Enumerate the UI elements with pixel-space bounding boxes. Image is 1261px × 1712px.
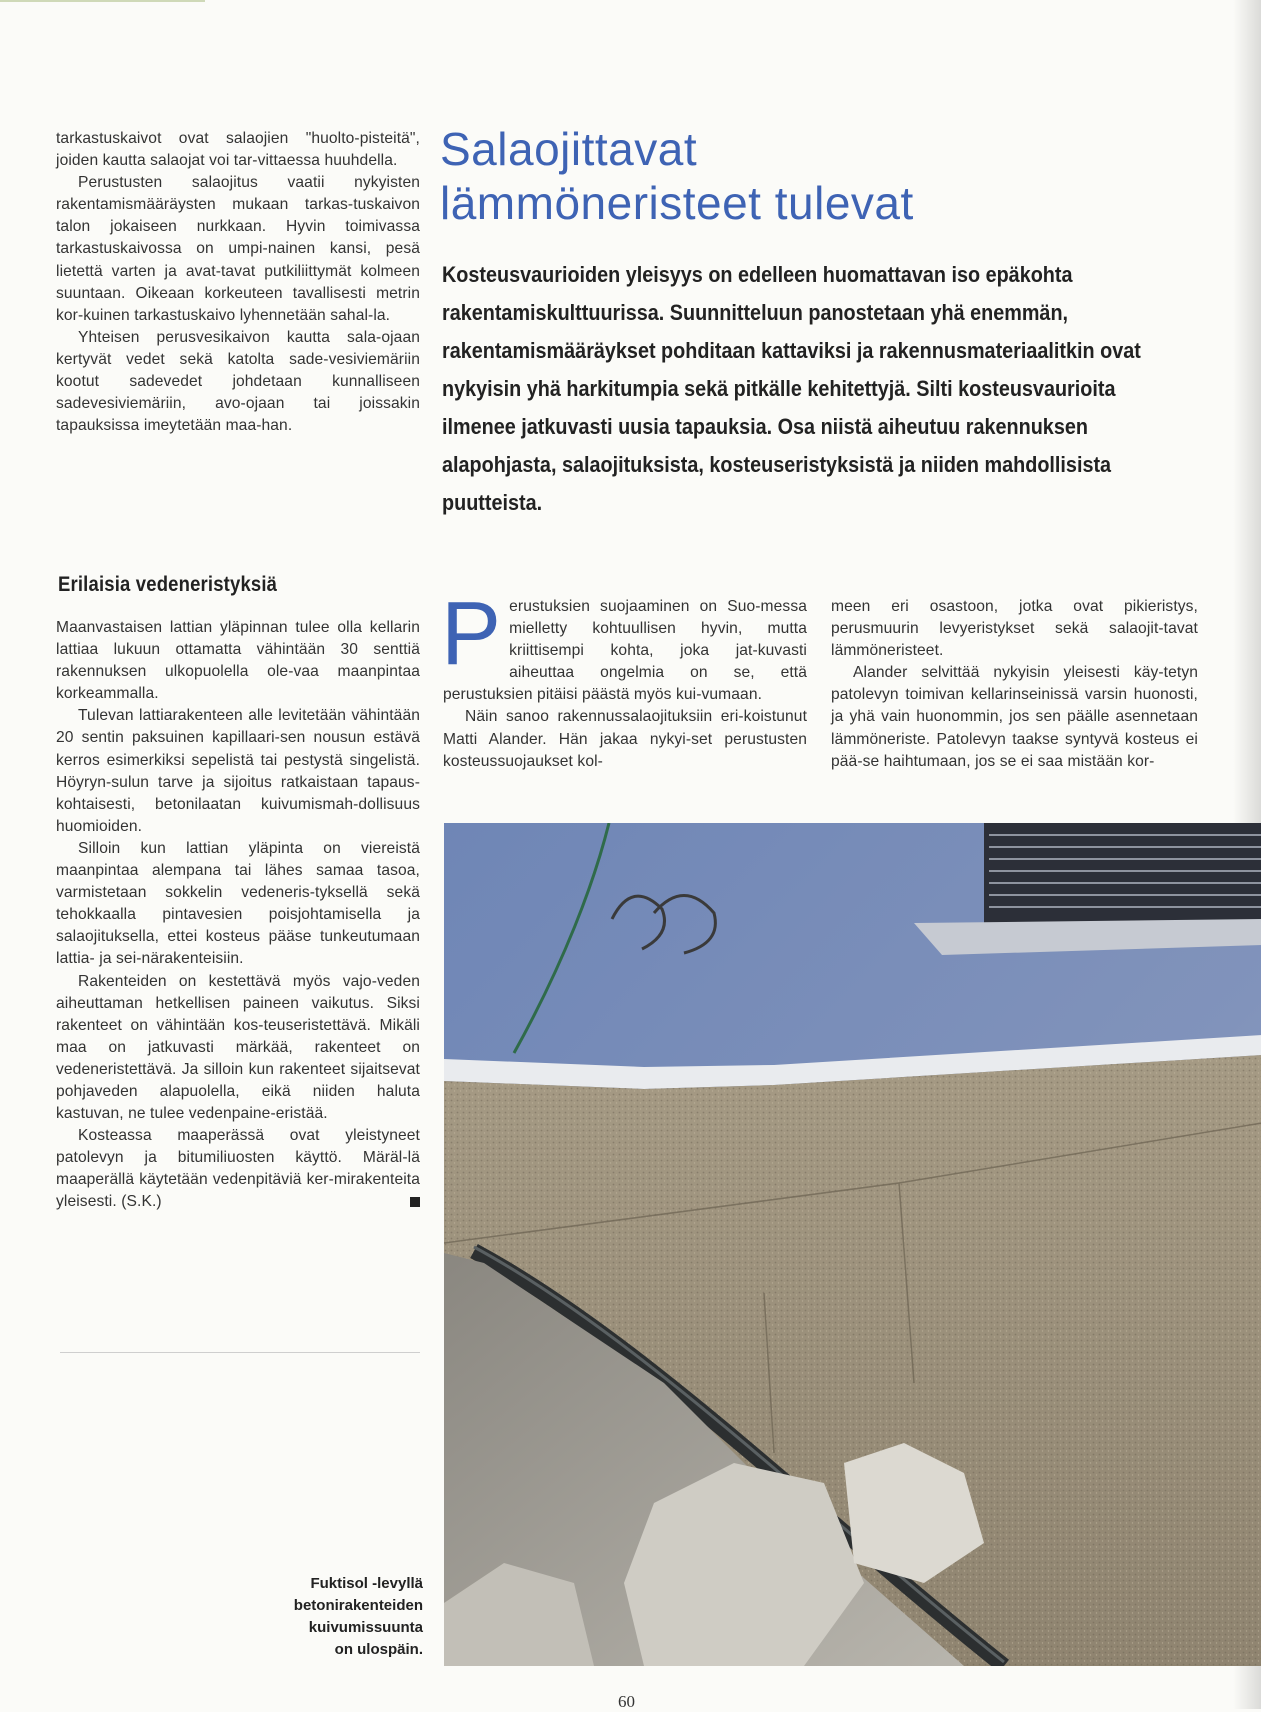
- page-number: 60: [618, 1692, 635, 1711]
- left-section-column: [56, 617, 420, 1214]
- section-paragraph: Maanvastaisen lattian yläpinnan tulee olla kellarin lattiaa lukuun ottamatta vähintään 30 senttiä rakennuksen ulkopuolella ole-vaa maanpintaa korkeammalla.: [56, 619, 420, 703]
- caption-line-4: on ulospäin.: [334, 1641, 423, 1658]
- left-column: [56, 128, 420, 437]
- right-column: [831, 596, 1198, 773]
- section-paragraph: Rakenteiden on kestettävä myös vajo-veden aiheuttaman hetkellisen paineen vaikutus. Siksi rakenteet on vähintään kos-teuseristettävä. Mikäli maa on jatkuvasti märkää, rakenteet on vedeneristettävä. Ja silloin kun rakenteet sijaitsevat pohjaveden alapuolella, eikä niiden haluta kastuvan, ne tulee vedenpaine-eristää.: [56, 972, 420, 1123]
- column-divider: [60, 1352, 420, 1353]
- title-line-1: Salaojittavat: [440, 123, 698, 175]
- foundation-photo-illustration: [444, 823, 1261, 1666]
- left-paragraph: Perustusten salaojitus vaatii nykyisten rakentamismääräysten mukaan tarkas-tuskaivon talon jokaiseen nurkkaan. Hyvin toimivassa tarkastuskaivossa on umpi-nainen kansi, pesä lietettä varten ja avat-tavat putkiliittymät kolmeen suuntaan. Oikeaan korkeuteen tavallisesti metrin kor-kuinen tarkastuskaivo lyhennetään sahal-la.: [56, 174, 420, 324]
- caption-line-3: kuivumissuunta: [308, 1619, 423, 1636]
- middle-paragraph: Näin sanoo rakennussalaojituksiin eri-koistunut Matti Alander. Hän jakaa nykyi-set perustusten kosteussuojaukset kol-: [443, 708, 807, 770]
- photo-caption: [294, 1573, 423, 1661]
- section-heading: Erilaisia vedeneristyksiä: [58, 573, 278, 596]
- article-title: [440, 122, 914, 230]
- intro-paragraph: [441, 584, 807, 706]
- section-paragraph-last: [56, 1125, 420, 1213]
- end-of-article-mark: [410, 1197, 420, 1207]
- right-paragraph: meen eri osastoon, jotka ovat pikieristys, perusmuurin levyeristykset sekä salaojit-tavat lämmöneristeet.: [831, 598, 1198, 660]
- caption-line-1: Fuktisol -levyllä: [310, 1575, 423, 1592]
- left-paragraph: Yhteisen perusvesikaivon kautta sala-ojaan kertyvät vedet sekä katolta sade-vesiviemäriin kootut sadevedet johdetaan kunnalliseen sadevesiviemäriin, avo-ojaan tai joissakin tapauksissa imeytetään maa-han.: [56, 328, 420, 435]
- left-paragraph: tarkastuskaivot ovat salaojien "huolto-pisteitä", joiden kautta salaojat voi tar-vittaessa huuhdella.: [56, 130, 420, 170]
- article-photo: [444, 823, 1261, 1666]
- intro-text: erustuksien suojaaminen on Suo-messa mielletty kohtuullisen hyvin, mutta kriittisempi kohta, joka jat-kuvasti aiheuttaa ongelmia on se, että perustuksien pitäisi päästä myös kui-vumaan.: [443, 598, 807, 704]
- title-line-2: lämmöneristeet tulevat: [440, 177, 914, 229]
- article-lede: Kosteusvaurioiden yleisyys on edelleen huomattavan iso epäkohta rakentamiskulttuurissa. Suunnitteluun panostetaan yhä enemmän, rakentamismääräykset pohditaan kattaviksi ja rakennusmateriaalitkin ovat nykyisin yhä harkitumpia sekä pitkälle kehitettyjä. Silti kosteusvaurioita ilmenee jatkuvasti uusia tapauksia. Osa niistä aiheutuu rakennuksen alapohjasta, salaojituksista, kosteuseristyksistä ja niiden mahdollisista puutteista.: [442, 262, 1141, 515]
- dropcap: P: [441, 584, 502, 684]
- section-paragraph: Tulevan lattiarakenteen alle levitetään vähintään 20 sentin paksuinen kapillaari-sen nousun estävä kerros esimerkiksi sepelistä tai pestystä singelistä. Höyryn-sulun tarve ja sijoitus ratkaistaan tapaus-kohtaisesti, betonilaatan kuivumismah-dollisuus huomioiden.: [56, 707, 420, 835]
- section-paragraph: Silloin kun lattian yläpinta on viereistä maanpintaa alempana tai lähes samaa tasoa, varmistetaan sokkelin vedeneris-tyksellä sekä tehokkaalla pintavesien poisjohtamisella ja salaojituksella, ettei kosteus pääse tunkeutumaan lattia- ja sei-närakenteisiin.: [56, 839, 420, 968]
- right-paragraph: Alander selvittää nykyisin yleisesti käy-tetyn patolevyn toimivan kellarinseinissä varsin huonosti, ja yhä vain huonommin, jos sen päälle asennetaan lämmöneriste. Patolevyn taakse syntyvä kosteus ei pää-se haihtumaan, jos se ei saa mistään kor-: [831, 664, 1198, 770]
- section-paragraph-text: Kosteassa maaperässä ovat yleistyneet patolevyn ja bitumiliuosten käyttö. Märäl-lä maaperällä käytetään vedenpitäviä ker-mirakenteita yleisesti. (S.K.): [56, 1127, 420, 1211]
- caption-line-2: betonirakenteiden: [293, 1597, 423, 1614]
- middle-column: [441, 584, 807, 773]
- top-rule: [0, 0, 205, 2]
